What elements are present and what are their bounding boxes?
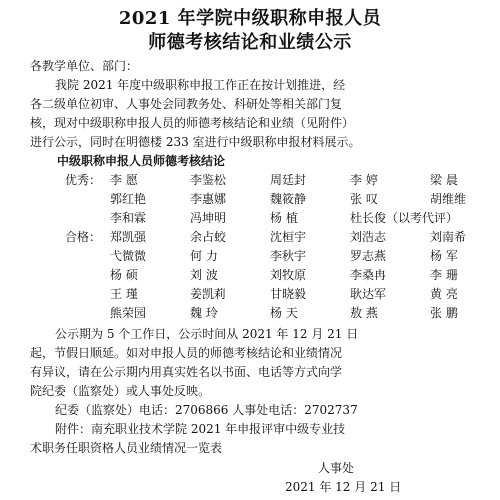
document-title-line-1: 2021 年学院中级职称申报人员 — [118, 8, 382, 29]
name-cell: 郑凯强 — [110, 230, 147, 244]
name-cell: 罗志燕 — [350, 249, 387, 263]
document-title-line-2: 师德考核结论和业绩公示 — [148, 32, 352, 53]
name-cell: 李鉴松 — [190, 173, 227, 187]
name-cell: 李秋宇 — [270, 249, 307, 263]
name-cell: 李和霖 — [110, 211, 147, 225]
contact-phone-line: 纪委（监察处）电话：2706866 人事处电话：2702737 — [55, 403, 358, 417]
pass-row — [110, 248, 458, 264]
excellent-row — [110, 210, 458, 226]
name-cell: 杨 军 — [430, 249, 458, 263]
pass-label: 合格： — [65, 230, 102, 244]
name-cell: 姜凯莉 — [190, 287, 227, 301]
name-cell: 刘牧原 — [270, 268, 307, 282]
name-cell: 杨 天 — [270, 306, 298, 320]
name-cell: 王 瑾 — [110, 287, 138, 301]
name-cell: 弋微微 — [110, 249, 147, 263]
name-cell: 杜长俊（以考代评） — [350, 211, 459, 225]
intro-paragraph-line: 核，现对中级职称申报人员的师德考核结论和业绩（见附件） — [30, 116, 355, 130]
attachment-line: 术职务任职资格人员业绩情况一览表 — [30, 441, 223, 455]
attachment-line: 附件：南充职业技术学院 2021 年申报评审中级专业技 — [55, 422, 346, 436]
excellent-row — [110, 172, 458, 188]
name-cell: 李 珊 — [430, 268, 458, 282]
name-cell: 冯坤明 — [190, 211, 227, 225]
pass-row — [110, 286, 458, 302]
name-cell: 梁 晨 — [430, 173, 458, 187]
name-cell: 李 婷 — [350, 173, 378, 187]
issue-date: 2021 年 12 月 21 日 — [285, 480, 402, 494]
intro-paragraph-line: 我院 2021 年度中级职称申报工作正在按计划推进，经 — [55, 78, 346, 92]
name-cell: 周廷封 — [270, 173, 307, 187]
name-cell: 张 鹏 — [430, 306, 458, 320]
pass-row — [110, 229, 466, 245]
name-cell: 黄 亮 — [430, 287, 458, 301]
notice-paragraph-line: 公示期为 5 个工作日，公示时间从 2021 年 12 月 21 日 — [55, 327, 359, 341]
name-cell: 耿达军 — [350, 287, 387, 301]
name-cell: 张 叹 — [350, 192, 378, 206]
notice-paragraph-line: 院纪委（监察处）或人事处反映。 — [30, 384, 211, 398]
name-cell: 杨 硕 — [110, 268, 138, 282]
section-heading: 中级职称申报人员师德考核结论 — [57, 154, 226, 168]
name-cell: 杨 植 — [270, 211, 298, 225]
name-cell: 何 力 — [190, 249, 218, 263]
salutation: 各教学单位、部门： — [30, 59, 139, 73]
pass-row — [110, 267, 458, 283]
name-cell: 郭红艳 — [110, 192, 147, 206]
name-cell: 刘南希 — [430, 230, 467, 244]
intro-paragraph-line: 各二级单位初审、人事处会同教务处、科研处等相关部门复 — [30, 97, 343, 111]
name-cell: 甘晓毅 — [270, 287, 307, 301]
pass-row — [110, 305, 458, 321]
name-cell: 刘浩志 — [350, 230, 387, 244]
intro-paragraph-line: 进行公示，同时在明德楼 233 室进行中级职称申报材料展示。 — [30, 135, 361, 149]
notice-paragraph-line: 有异议，请在公示期内用真实姓名以书面、电话等方式向学 — [30, 365, 343, 379]
notice-paragraph-line: 起，节假日顺延。如对申报人员的师德考核结论和业绩情况 — [30, 346, 343, 360]
name-cell: 胡维维 — [430, 192, 467, 206]
issuer-signature: 人事处 — [318, 461, 355, 475]
name-cell: 李 愿 — [110, 173, 138, 187]
name-cell: 魏 玲 — [190, 306, 218, 320]
name-cell: 沈桓宇 — [270, 230, 307, 244]
name-cell: 余占蛟 — [190, 230, 227, 244]
name-cell: 敖 燕 — [350, 306, 378, 320]
name-cell: 李惠娜 — [190, 192, 227, 206]
name-cell: 刘 波 — [190, 268, 218, 282]
name-cell: 李桑冉 — [350, 268, 387, 282]
name-cell: 熊荣园 — [110, 306, 147, 320]
excellent-label: 优秀： — [65, 173, 102, 187]
name-cell: 魏筱静 — [270, 192, 307, 206]
excellent-row — [110, 191, 466, 207]
